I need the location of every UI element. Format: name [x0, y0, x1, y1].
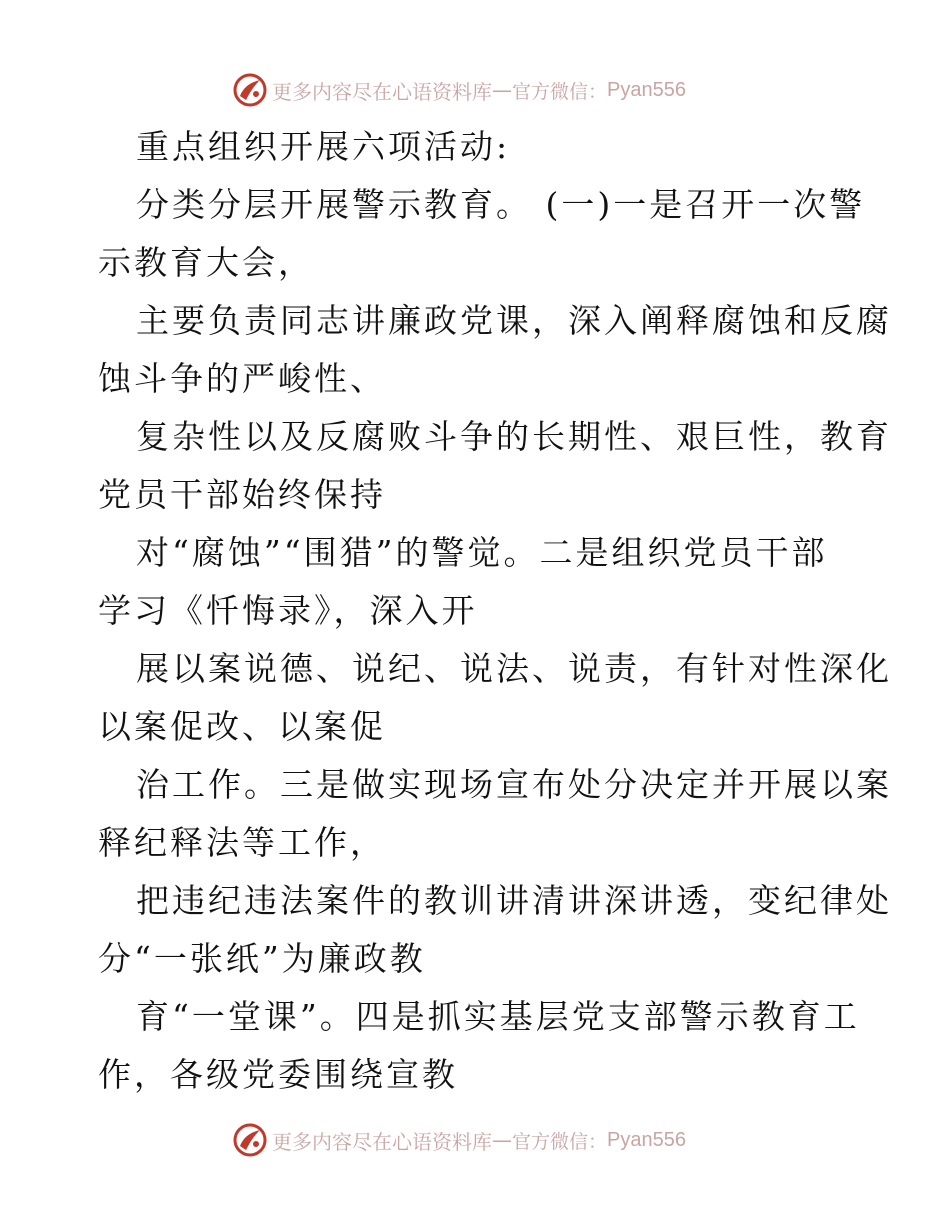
paragraph-line: 治工作。三是做实现场宣布处分决定并开展以案: [136, 765, 892, 804]
paragraph-line: 育“一堂课”。四是抓实基层党支部警示教育工: [136, 997, 860, 1036]
watermark-separator: —: [492, 78, 512, 102]
paragraph-line: 分类分层开展警示教育。 (一)一是召开一次警: [136, 185, 866, 224]
paragraph-line: 学习《忏悔录》，深入开: [98, 591, 478, 630]
document-body: [98, 118, 892, 1104]
paragraph-line: 分“一张纸”为廉政教: [98, 939, 426, 978]
watermark-brand: 更多内容尽在心语资料库: [272, 1129, 492, 1154]
paragraph-line: 蚀斗争的严峻性、: [98, 359, 386, 398]
paragraph-line: 对“腐蚀”“围猎”的警觉。二是组织党员干部: [136, 533, 828, 572]
watermark-separator: —: [492, 1128, 512, 1152]
paragraph-line: 重点组织开展六项活动:: [136, 127, 511, 166]
watermark-brand: 更多内容尽在心语资料库: [272, 79, 492, 104]
paragraph-line: 作，各级党委围绕宣教: [98, 1055, 458, 1094]
red-seal-logo-icon: [232, 72, 268, 108]
paragraph-line: 把违纪违法案件的教训讲清讲深讲透，变纪律处: [136, 881, 892, 920]
watermark-wechat-id: Pyan556: [607, 1128, 686, 1151]
paragraph-line: 示教育大会，: [98, 243, 314, 282]
header-watermark: [232, 72, 686, 108]
watermark-official-label: 官方微信：: [512, 80, 608, 103]
paragraph-line: 党员干部始终保持: [98, 475, 386, 514]
red-seal-logo-icon: [232, 1122, 268, 1158]
paragraph-line: 主要负责同志讲廉政党课，深入阐释腐蚀和反腐: [136, 301, 892, 340]
footer-watermark: [232, 1122, 686, 1158]
watermark-wechat-id: Pyan556: [607, 78, 686, 101]
paragraph-line: 以案促改、以案促: [98, 707, 386, 746]
paragraph-line: 展以案说德、说纪、说法、说责，有针对性深化: [136, 649, 892, 688]
watermark-official-label: 官方微信：: [512, 1130, 608, 1153]
paragraph-line: 释纪释法等工作，: [98, 823, 386, 862]
paragraph-line: 复杂性以及反腐败斗争的长期性、艰巨性，教育: [136, 417, 892, 456]
